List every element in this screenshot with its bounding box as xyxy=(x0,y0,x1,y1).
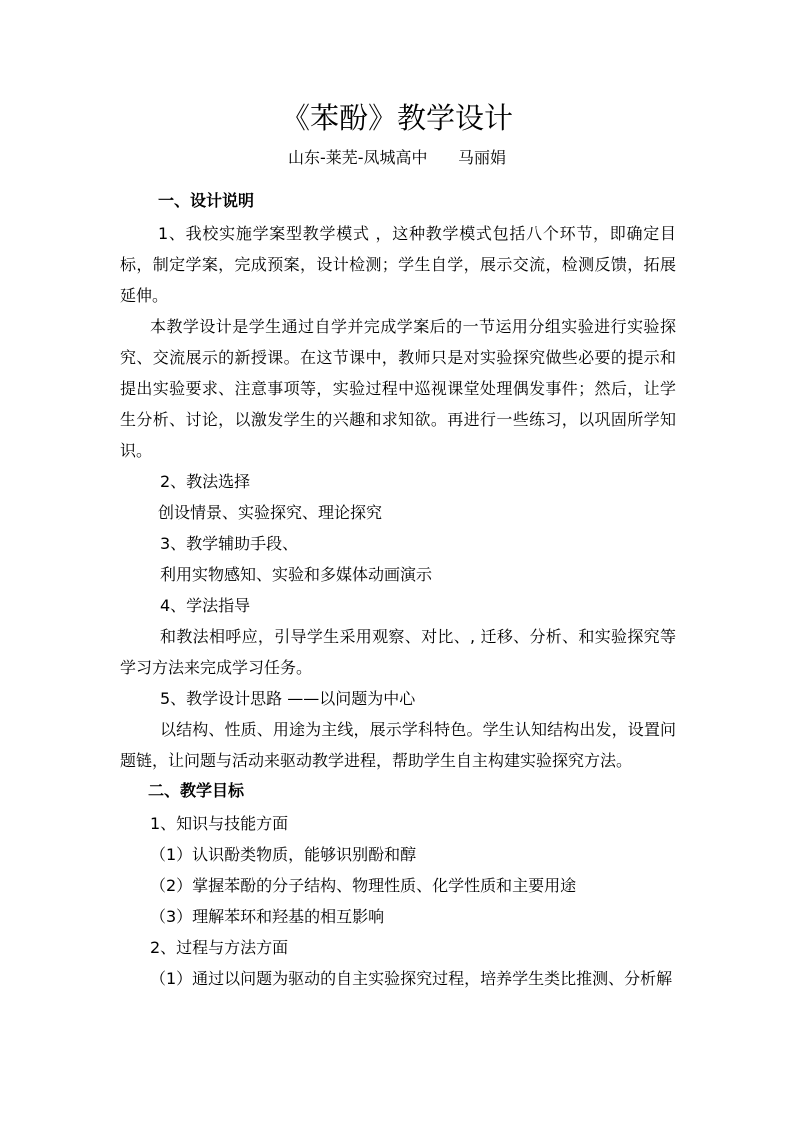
paragraph-design-idea: 以结构、性质、用途为主线，展示学科特色。学生认知结构出发，设置问题链，让问题与活动来驱动教学进程，帮助学生自主构建实验探究方法。 xyxy=(120,720,676,770)
document-title: 《苯酚》教学设计 xyxy=(280,101,513,135)
subheading-process-method: 2、过程与方法方面 xyxy=(150,938,289,957)
subheading-knowledge-skills: 1、知识与技能方面 xyxy=(150,814,289,833)
subheading-teaching-aids: 3、教学辅助手段、 xyxy=(160,534,299,553)
subheading-design-idea: 5、教学设计思路 ——以问题为中心 xyxy=(160,689,416,708)
paragraph-design-overview: 本教学设计是学生通过自学并完成学案后的一节运用分组实验进行实验探究、交流展示的新授课。在这节课中，教师只是对实验探究做些必要的提示和提出实验要求、注意事项等，实验过程中巡视课堂处理偶发事件；然后，让学生分析、讨论，以激发学生的兴趣和求知欲。再进行一些练习，以巩固所学知识。 xyxy=(120,317,676,460)
document-body xyxy=(120,186,676,994)
section-heading-teaching-goals: 二、教学目标 xyxy=(148,781,245,800)
section-heading-design-notes: 一、设计说明 xyxy=(158,191,255,210)
text-teaching-method: 创设情景、实验探究、理论探究 xyxy=(158,503,383,522)
goal-item-1: （1）认识酚类物质，能够识别酚和醇 xyxy=(150,845,417,864)
goal-item-3: （3）理解苯环和羟基的相互影响 xyxy=(150,907,385,926)
process-item-1: （1）通过以问题为驱动的自主实验探究过程，培养学生类比推测、分析解 xyxy=(150,969,673,988)
goal-item-2: （2）掌握苯酚的分子结构、物理性质、化学性质和主要用途 xyxy=(150,876,577,895)
paragraph-teaching-mode: 1、我校实施学案型教学模式 ，这种教学模式包括八个环节，即确定目标，制定学案，完成预案，设计检测；学生自学，展示交流，检测反馈，拓展延伸。 xyxy=(120,224,676,305)
subheading-study-guidance: 4、学法指导 xyxy=(160,596,251,615)
text-teaching-aids: 利用实物感知、实验和多媒体动画演示 xyxy=(160,565,433,584)
author-line: 山东-莱芜-凤城高中 马丽娟 xyxy=(287,148,507,167)
paragraph-study-guidance: 和教法相呼应，引导学生采用观察、对比、, 迁移、分析、和实验探究等学习方法来完成学习任务。 xyxy=(120,627,676,677)
subheading-teaching-method: 2、教法选择 xyxy=(160,472,251,491)
